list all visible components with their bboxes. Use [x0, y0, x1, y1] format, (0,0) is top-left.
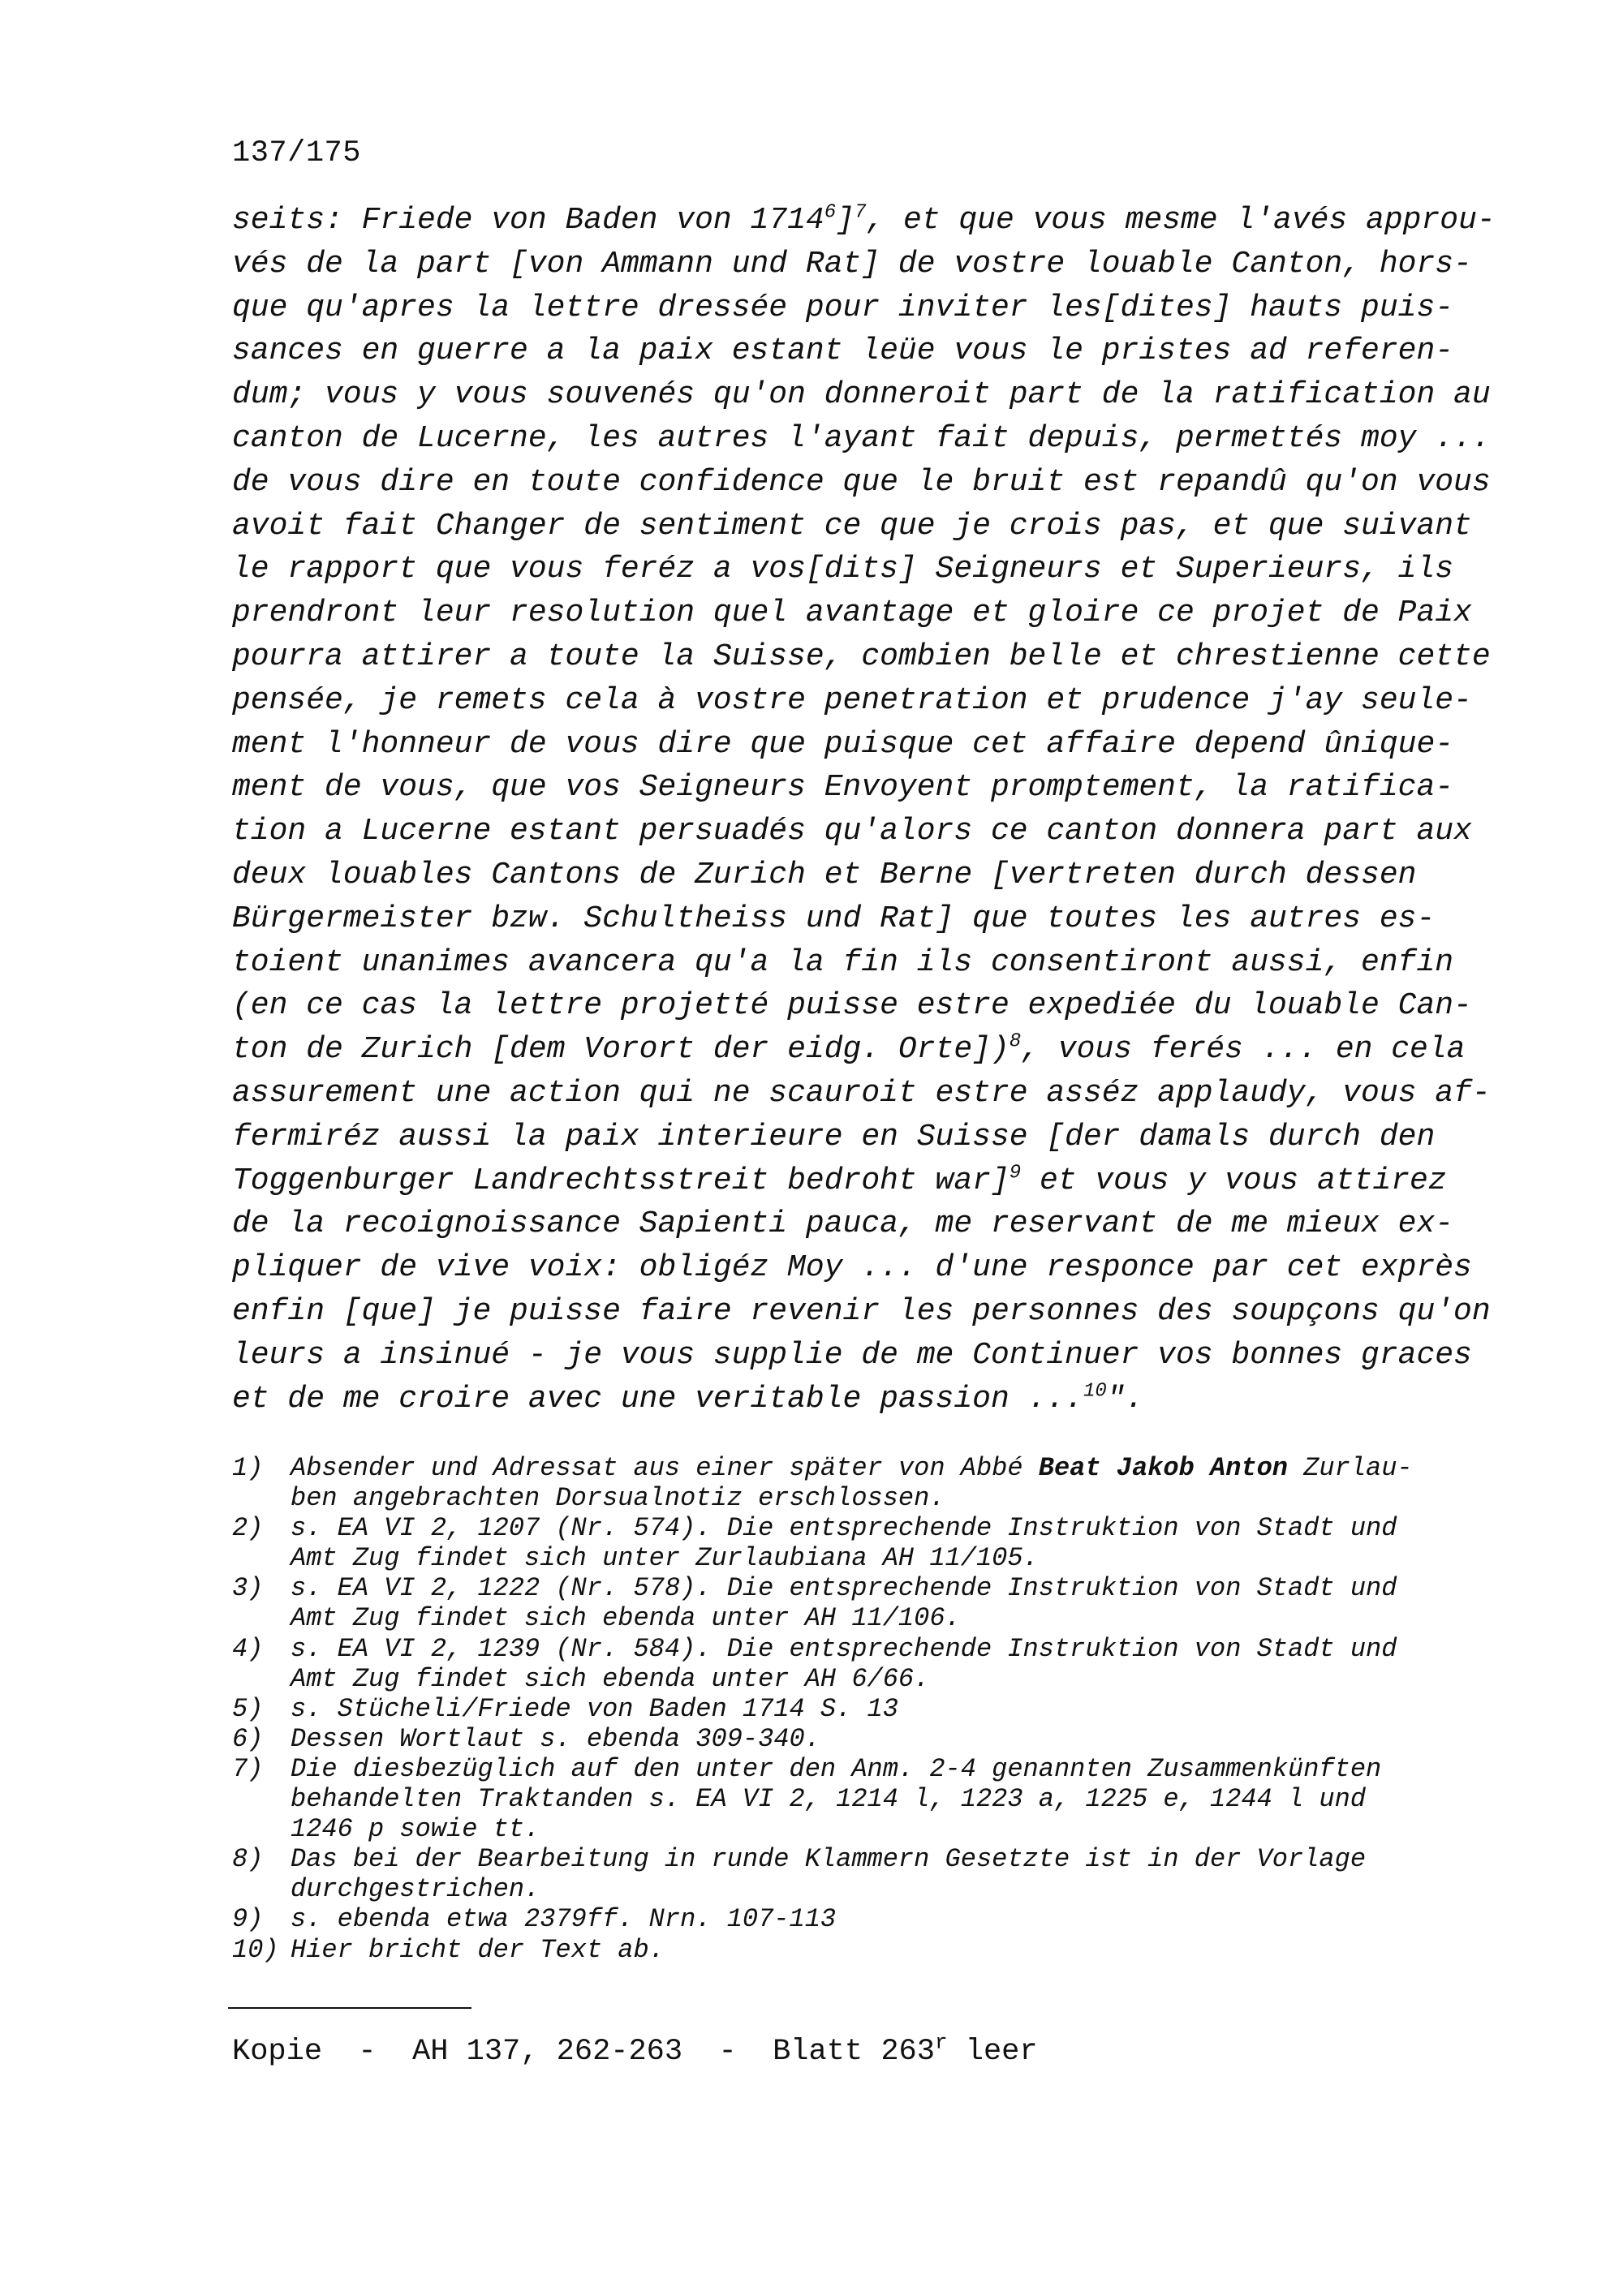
footnote-ref-10: 10 [1083, 1379, 1107, 1402]
footnote-number: 10) [232, 1934, 279, 1965]
footnote-text [291, 1935, 1498, 1965]
text-line: de vous dire en toute confidence que le bruit est repandû qu'on vous [232, 464, 1491, 500]
footnote-line: Amt Zug findet sich unter Zurlaubiana AH 11/105. [291, 1543, 1039, 1574]
main-text [232, 199, 1496, 1421]
footnote-text [291, 1453, 1498, 1513]
footnote-number: 7) [232, 1753, 264, 1784]
text-line: deux louables Cantons de Zurich et Berne [vertreten durch dessen [232, 857, 1417, 892]
footer-superscript: r [934, 2030, 948, 2055]
footnote-line: s. EA VI 2, 1239 (Nr. 584). Die entsprechende Instruktion von Stadt und [291, 1633, 1397, 1664]
footnote-line: 1246 p sowie tt. [291, 1814, 540, 1845]
footnotes [232, 1453, 1498, 1965]
text-line: sances en guerre a la paix estant leüe vous le pristes ad referen- [232, 333, 1454, 369]
text-fragment: , et que vous mesme l'avés approu- [866, 203, 1496, 238]
text-line [232, 199, 1496, 243]
footnote-ref-7: 7 [854, 201, 867, 224]
footnote-1 [232, 1453, 1498, 1513]
text-line: pliquer de vive voix: obligéz Moy ... d'une responce par cet exprès [232, 1250, 1472, 1286]
text-line: vés de la part [von Ammann und Rat] de vostre louable Canton, hors- [232, 246, 1472, 282]
footnote-2 [232, 1513, 1498, 1573]
footnote-8 [232, 1844, 1498, 1904]
footnote-line: Die diesbezüglich auf den unter den Anm. 2-4 genannten Zusammenkünften [291, 1753, 1382, 1784]
text-fragment: ". [1106, 1381, 1144, 1417]
text-fragment: Zurlau- [1288, 1453, 1413, 1483]
footnote-4 [232, 1634, 1498, 1694]
footnote-9 [232, 1904, 1498, 1934]
text-line: assurement une action qui ne scauroit estre asséz applaudy, vous af- [232, 1075, 1491, 1111]
footnote-text [291, 1724, 1498, 1754]
footer-text: Kopie - AH 137, 262-263 - Blatt 263 [232, 2035, 935, 2069]
footnote-line: s. Stücheli/Friede von Baden 1714 S. 13 [291, 1693, 898, 1724]
footnote-line: ben angebrachten Dorsualnotiz erschlossen. [291, 1483, 945, 1514]
footnote-6 [232, 1724, 1498, 1754]
footnote-text [291, 1904, 1498, 1934]
text-line: ment l'honneur de vous dire que puisque cet affaire depend ûnique- [232, 726, 1454, 762]
footnote-5 [232, 1694, 1498, 1724]
footnote-text [291, 1634, 1498, 1694]
text-line: pourra attirer a toute la Suisse, combien belle et chrestienne cette [232, 638, 1491, 674]
text-line [232, 1028, 1482, 1072]
text-fragment: et vous y vous attirez [1021, 1163, 1447, 1198]
footnote-number: 6) [232, 1723, 264, 1754]
footnote-text [291, 1694, 1498, 1724]
footnote-number: 5) [232, 1693, 264, 1724]
footnote-line: Das bei der Bearbeitung in runde Klammern Gesetzte ist in der Vorlage [291, 1844, 1367, 1875]
text-line: que qu'apres la lettre dressée pour inviter les[dites] hauts puis- [232, 290, 1454, 325]
text-line: enfin [que] je puisse faire revenir les personnes des soupçons qu'on [232, 1293, 1491, 1329]
text-line: ment de vous, que vos Seigneurs Envoyent promptement, la ratifica- [232, 770, 1454, 806]
footnote-7 [232, 1754, 1498, 1844]
footnote-ref-8: 8 [1009, 1030, 1022, 1053]
footnote-3 [232, 1573, 1498, 1633]
footnote-text [291, 1844, 1498, 1904]
footnote-number: 2) [232, 1513, 264, 1544]
footnote-text [291, 1573, 1498, 1633]
text-fragment: ] [836, 203, 855, 238]
footnote-number: 4) [232, 1633, 264, 1664]
footnote-line: Amt Zug findet sich ebenda unter AH 6/66. [291, 1663, 930, 1694]
footnote-10 [232, 1935, 1498, 1965]
text-line: tion a Lucerne estant persuadés qu'alors ce canton donnera part aux [232, 814, 1472, 849]
footnote-line: durchgestrichen. [291, 1874, 540, 1905]
text-fragment: ton de Zurich [dem Vorort der eidg. Orte]) [232, 1032, 1010, 1068]
text-fragment: Absender und Adressat aus einer später von Abbé [291, 1453, 1039, 1483]
text-fragment: et de me croire avec une veritable passion ... [232, 1381, 1083, 1417]
text-line: canton de Lucerne, les autres l'ayant fait depuis, permettés moy ... [232, 420, 1491, 456]
footnote-number: 1) [232, 1453, 264, 1483]
footnote-line: s. EA VI 2, 1207 (Nr. 574). Die entsprechende Instruktion von Stadt und [291, 1513, 1397, 1544]
text-line: fermiréz aussi la paix interieure en Suisse [der damals durch den [232, 1119, 1436, 1154]
footnote-line: Hier bricht der Text ab. [291, 1934, 665, 1965]
bold-name: Beat Jakob Anton [1038, 1453, 1288, 1483]
text-fragment: , vous ferés ... en cela [1021, 1032, 1466, 1068]
page-footer [232, 2030, 1038, 2069]
text-line: prendront leur resolution quel avantage et gloire ce projet de Paix [232, 595, 1472, 631]
text-line: Bürgermeister bzw. Schultheiss und Rat] que toutes les autres es- [232, 901, 1436, 936]
text-line [232, 1378, 1482, 1421]
text-line: avoit fait Changer de sentiment ce que je crois pas, et que suivant [232, 508, 1472, 544]
text-line: pensée, je remets cela à vostre penetration et prudence j'ay seule- [232, 682, 1472, 718]
footnote-ref-9: 9 [1009, 1161, 1022, 1184]
text-line [232, 1159, 1482, 1203]
footnote-ref-6: 6 [824, 201, 837, 224]
footnote-line: Dessen Wortlaut s. ebenda 309-340. [291, 1723, 820, 1754]
footnote-line: Amt Zug findet sich ebenda unter AH 11/106. [291, 1603, 961, 1634]
footnote-text [291, 1513, 1498, 1573]
text-fragment: seits: Friede von Baden von 1714 [232, 203, 824, 238]
footnote-line: s. EA VI 2, 1222 (Nr. 578). Die entsprechende Instruktion von Stadt und [291, 1573, 1397, 1604]
footnote-line [291, 1453, 1498, 1483]
footer-divider [228, 2007, 471, 2009]
page-number: 137/175 [232, 136, 361, 170]
footnote-number: 9) [232, 1904, 264, 1935]
footnote-number: 8) [232, 1844, 264, 1875]
text-line: (en ce cas la lettre projetté puisse estre expediée du louable Can- [232, 988, 1472, 1024]
text-line: toient unanimes avancera qu'a la fin ils consentiront aussi, enfin [232, 944, 1454, 980]
text-line: de la recoignoissance Sapienti pauca, me reservant de me mieux ex- [232, 1206, 1454, 1242]
footnote-line: behandelten Traktanden s. EA VI 2, 1214 l, 1223 a, 1225 e, 1244 l und [291, 1784, 1367, 1815]
footnote-number: 3) [232, 1573, 264, 1604]
footnote-text [291, 1754, 1498, 1844]
text-line: le rapport que vous feréz a vos[dits] Seigneurs et Superieurs, ils [232, 552, 1454, 587]
text-fragment: Toggenburger Landrechtsstreit bedroht war] [232, 1163, 1010, 1198]
text-line: dum; vous y vous souvenés qu'on donneroit part de la ratification au [232, 377, 1491, 413]
footer-text: leer [947, 2035, 1038, 2069]
text-line: leurs a insinué - je vous supplie de me Continuer vos bonnes graces [232, 1337, 1472, 1373]
footnote-line: s. ebenda etwa 2379ff. Nrn. 107-113 [291, 1904, 837, 1935]
